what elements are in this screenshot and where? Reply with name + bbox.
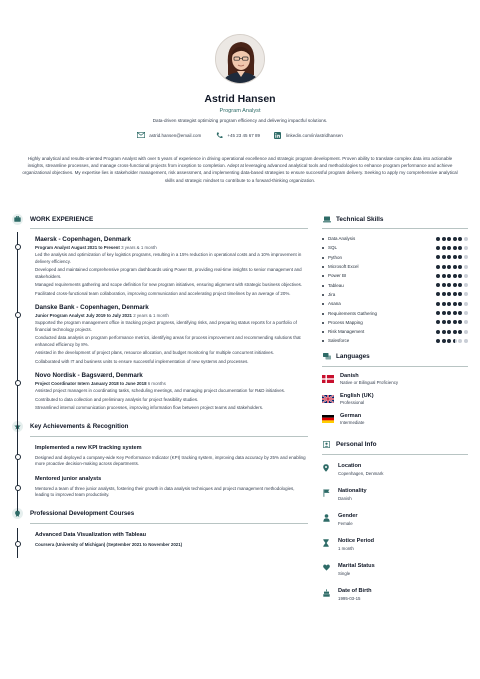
personal-info-title: Personal Info xyxy=(336,441,377,449)
job-position-dates: Program Analyst August 2021 to Present xyxy=(35,245,120,250)
rating-dot xyxy=(442,320,446,324)
left-column xyxy=(12,213,308,547)
job-company: Danske Bank - Copenhagen, Denmark xyxy=(35,304,149,311)
skill-rating xyxy=(436,292,468,296)
section-divider xyxy=(30,436,308,437)
languages-title: Languages xyxy=(336,353,370,361)
achievement-title: Implemented a new KPI tracking system xyxy=(35,444,142,451)
personal-info-label: Gender xyxy=(338,512,358,519)
skill-rating xyxy=(436,330,468,334)
rating-dot xyxy=(458,265,462,269)
achievement-text: Mentored a team of three junior analysts, fostering their growth in data analysis techniques and project management methodologies, leading to improved team productivity. xyxy=(35,485,295,497)
rating-dot xyxy=(436,292,440,296)
personal-info-item xyxy=(322,563,468,580)
rating-dot xyxy=(453,246,457,250)
language-item xyxy=(322,371,468,387)
job-entry xyxy=(12,372,308,412)
rating-dot xyxy=(436,339,440,343)
section-divider xyxy=(30,228,308,229)
germany-flag-icon xyxy=(322,415,334,423)
job-meta xyxy=(35,313,308,318)
rating-dot xyxy=(447,302,451,306)
rating-dot xyxy=(436,302,440,306)
skill-name: Jira xyxy=(328,291,336,297)
rating-dot xyxy=(464,255,468,259)
rating-dot xyxy=(453,311,457,315)
rating-dot xyxy=(458,302,462,306)
linkedin-text: linkedin.com/in/astridhansen xyxy=(285,132,343,138)
rating-dot xyxy=(447,339,451,343)
rating-dot xyxy=(436,265,440,269)
personal-info-value: 1 month xyxy=(338,545,354,551)
rating-dot xyxy=(464,330,468,334)
personal-info-item xyxy=(322,488,468,505)
section-divider xyxy=(322,454,468,455)
rating-dot xyxy=(442,246,446,250)
rating-dot xyxy=(458,237,462,241)
job-entry xyxy=(12,236,308,297)
skill-name: Microsoft Excel xyxy=(328,264,359,270)
personal-info-heading xyxy=(322,439,468,451)
rating-dot xyxy=(464,339,468,343)
heart-icon xyxy=(322,563,330,572)
personal-info-item xyxy=(322,463,468,480)
skill-name: Data Analysis xyxy=(328,236,356,242)
skill-row xyxy=(322,299,468,308)
courses-list xyxy=(12,532,308,547)
language-level: Intermediate xyxy=(340,419,365,425)
skill-name: Process Mapping xyxy=(328,319,363,325)
job-position-dates: Junior Program Analyst July 2019 to July 2021 xyxy=(35,313,132,318)
timeline-dot xyxy=(15,312,21,318)
right-column xyxy=(322,213,468,605)
rating-dot xyxy=(453,320,457,324)
rating-dot xyxy=(453,292,457,296)
achievement-entry xyxy=(12,445,308,468)
rating-dot xyxy=(442,255,446,259)
rating-dot xyxy=(453,265,457,269)
skill-row xyxy=(322,253,468,262)
rating-dot xyxy=(458,292,462,296)
skill-row xyxy=(322,234,468,243)
skill-row xyxy=(322,327,468,336)
skill-row xyxy=(322,271,468,280)
skill-name: Salesforce xyxy=(328,338,350,344)
skill-rating xyxy=(436,311,468,315)
rating-dot xyxy=(458,255,462,259)
skill-rating xyxy=(436,320,468,324)
rating-dot xyxy=(447,274,451,278)
rating-dot xyxy=(436,237,440,241)
contact-bar xyxy=(0,131,480,139)
rating-dot xyxy=(447,237,451,241)
skill-row xyxy=(322,336,468,345)
course-entry xyxy=(12,532,308,547)
section-divider xyxy=(322,228,468,229)
rating-dot xyxy=(436,255,440,259)
rating-dot xyxy=(442,283,446,287)
briefcase-icon xyxy=(12,214,23,225)
rating-dot xyxy=(442,237,446,241)
timeline-dot xyxy=(15,454,21,460)
language-name: Danish xyxy=(340,372,359,379)
skill-row xyxy=(322,318,468,327)
section-divider xyxy=(322,366,468,367)
rating-dot xyxy=(436,274,440,278)
rating-dot xyxy=(458,246,462,250)
candidate-role: Program Analyst xyxy=(219,108,261,114)
flag-icon xyxy=(322,488,330,497)
contact-email[interactable] xyxy=(137,131,201,139)
skill-name: Requirements Gathering xyxy=(328,310,378,316)
rating-dot xyxy=(464,265,468,269)
rating-dot xyxy=(447,265,451,269)
rating-dot xyxy=(447,246,451,250)
achievements-title: Key Achievements & Recognition xyxy=(30,423,129,430)
rating-dot xyxy=(464,320,468,324)
language-item xyxy=(322,411,468,427)
job-entry xyxy=(12,304,308,365)
email-text: astrid.hansen@email.com xyxy=(149,132,202,138)
job-duration: 2 years & 1 month xyxy=(133,313,169,318)
job-duration: 6 months xyxy=(147,381,166,386)
job-bullet: Contributed to data collection and preliminary analysis for project feasibility studies. xyxy=(35,396,199,402)
profile-summary: Highly analytical and results-oriented Program Analyst with over 5 years of experience in driving operational excellence and strategic program development. Proven ability to translate complex data into actionable insights, streamline processes, and manage cross-functional projects from inception to completion. Adept at leveraging advanced analytical tools and methodologies to enhance program performance and achieve organizational objectives. My expertise lies in stakeholder management, risk assessment, and implementing data-based strategies to ensure successful program delivery. Seeking to apply my comprehensive analytical skills and strategic mindset to contribute to a forward-thinking organization. xyxy=(22,156,458,183)
rating-dot xyxy=(453,302,457,306)
laptop-icon xyxy=(322,216,331,223)
rating-dot xyxy=(453,330,457,334)
job-company: Maersk - Copenhagen, Denmark xyxy=(35,236,131,243)
rating-dot xyxy=(442,265,446,269)
rating-dot xyxy=(436,330,440,334)
achievement-title: Mentored junior analysts xyxy=(35,475,102,482)
phone-icon xyxy=(215,131,223,139)
language-name: German xyxy=(340,412,362,419)
hourglass-icon xyxy=(322,538,330,547)
language-item xyxy=(322,391,468,407)
rating-dot xyxy=(447,283,451,287)
rating-dot xyxy=(458,283,462,287)
personal-info-item xyxy=(322,513,468,530)
skills-heading xyxy=(322,213,468,225)
courses-title: Professional Development Courses xyxy=(30,510,135,517)
job-bullet: Developed and maintained comprehensive program dashboards using Power BI, providing real-time insights to senior management and stakeholders. xyxy=(35,267,302,279)
skill-rating xyxy=(436,302,468,306)
skill-rating xyxy=(436,237,468,241)
language-name: English (UK) xyxy=(340,392,374,399)
skill-rating xyxy=(436,255,468,259)
personal-info-label: Notice Period xyxy=(338,537,375,544)
personal-info-label: Nationality xyxy=(338,487,367,494)
job-bullet: Collaborated with IT and business units to ensure successful implementation of new systems and processes. xyxy=(35,358,249,364)
personal-info-label: Date of Birth xyxy=(338,587,372,594)
skill-row xyxy=(322,262,468,271)
personal-info-item xyxy=(322,538,468,555)
candidate-tagline: Data-driven strategist optimizing program efficiency and delivering impactful solutions. xyxy=(152,118,328,123)
skill-rating xyxy=(436,339,468,343)
skill-name: Risk Management xyxy=(328,329,365,335)
rating-dot xyxy=(447,330,451,334)
job-bullet: Conducted data analysis on program performance metrics, identifying areas for process improvement and recommending solutions that enhanced efficiency by 8%. xyxy=(35,335,301,347)
rating-dot xyxy=(442,302,446,306)
rating-dot xyxy=(453,237,457,241)
rating-dot xyxy=(436,246,440,250)
job-bullet: Facilitated cross-functional team collaboration, improving communication and accelerating project timelines by an average of 20%. xyxy=(35,290,291,296)
skill-row xyxy=(322,280,468,289)
personal-info-value: Single xyxy=(338,570,351,576)
denmark-flag-icon xyxy=(322,375,334,383)
rating-dot xyxy=(442,311,446,315)
rating-dot xyxy=(464,246,468,250)
job-position-dates: Project Coordinator Intern January 2018 to June 2018 xyxy=(35,381,147,386)
skill-name: Power BI xyxy=(328,273,347,279)
job-company: Novo Nordisk - Bagsværd, Denmark xyxy=(35,372,143,379)
job-meta xyxy=(35,381,308,386)
personal-info-item xyxy=(322,588,468,605)
section-divider xyxy=(30,523,308,524)
personal-info-label: Location xyxy=(338,462,362,469)
achievements-heading xyxy=(12,421,308,433)
rating-dot xyxy=(442,274,446,278)
rating-dot xyxy=(436,320,440,324)
rating-dot xyxy=(447,292,451,296)
rating-dot xyxy=(464,311,468,315)
experience-timeline xyxy=(12,236,308,412)
rating-dot xyxy=(453,283,457,287)
rating-dot xyxy=(447,255,451,259)
cake-icon xyxy=(322,588,330,597)
job-bullet: Managed requirements gathering and scope definition for new program initiatives, ensuring alignment with strategic business objectives. xyxy=(35,282,303,287)
job-bullet: Supported the program management office in tracking project progress, identifying risks, and preparing status reports for a portfolio of financial technology projects. xyxy=(35,320,297,332)
timeline-dot xyxy=(15,541,21,547)
resume-header xyxy=(0,34,480,139)
skill-row xyxy=(322,290,468,299)
skill-row xyxy=(322,243,468,252)
rating-dot xyxy=(436,283,440,287)
skill-rating xyxy=(436,274,468,278)
candidate-name: Astrid Hansen xyxy=(204,93,276,105)
personal-info-value: Danish xyxy=(338,495,352,501)
rating-dot xyxy=(442,330,446,334)
rating-dot xyxy=(458,274,462,278)
language-icon xyxy=(322,353,331,360)
rating-dot xyxy=(442,339,446,343)
achievement-text: Designed and deployed a company-wide Key Performance Indicator (KPI) tracking system, improving data accuracy by 25% and enabling more proactive decision-making across departments. xyxy=(35,454,306,466)
rating-dot xyxy=(464,302,468,306)
skills-list xyxy=(322,234,468,346)
timeline-dot xyxy=(15,380,21,386)
email-icon xyxy=(137,131,145,139)
rating-dot xyxy=(447,311,451,315)
achievements-list xyxy=(12,445,308,499)
achievement-entry xyxy=(12,476,308,499)
rating-dot xyxy=(453,255,457,259)
skill-rating xyxy=(436,246,468,250)
personal-info-value: Copenhagen, Denmark xyxy=(338,470,384,476)
skill-rating xyxy=(436,283,468,287)
rating-dot xyxy=(442,292,446,296)
rating-dot xyxy=(453,339,457,343)
work-experience-title: WORK EXPERIENCE xyxy=(30,215,94,223)
id-card-icon xyxy=(322,441,331,448)
contact-linkedin[interactable] xyxy=(274,131,343,139)
rating-dot xyxy=(436,311,440,315)
personal-info-label: Marital Status xyxy=(338,562,375,569)
rating-dot xyxy=(447,320,451,324)
job-bullet: Led the analysis and optimization of key logistics programs, resulting in a 15% reduction in operational costs and a 10% improvement in delivery efficiency. xyxy=(35,252,302,264)
skill-rating xyxy=(436,265,468,269)
profile-photo xyxy=(215,34,265,84)
timeline-dot xyxy=(15,485,21,491)
job-duration: 3 years & 1 month xyxy=(121,245,157,250)
location-pin-icon xyxy=(322,463,330,472)
person-icon xyxy=(322,513,330,522)
rating-dot xyxy=(458,330,462,334)
rating-dot xyxy=(464,283,468,287)
course-meta: Coursera (University of Michigan) (September 2021 to November 2021) xyxy=(35,541,183,547)
rating-dot xyxy=(464,237,468,241)
rating-dot xyxy=(453,274,457,278)
job-bullet: Streamlined internal communication processes, improving information flow between project teams and stakeholders. xyxy=(35,405,264,410)
skill-name: Python xyxy=(328,254,343,260)
rating-dot xyxy=(464,292,468,296)
course-title: Advanced Data Visualization with Tableau xyxy=(35,531,147,538)
personal-info-value: 1995-03-15 xyxy=(338,595,361,601)
job-meta xyxy=(35,245,308,250)
language-level: Native or Bilingual Proficiency xyxy=(340,379,399,385)
personal-info-value: Female xyxy=(338,520,353,526)
work-experience-heading xyxy=(12,213,308,225)
contact-phone[interactable] xyxy=(215,131,260,139)
skill-name: Tableau xyxy=(328,282,344,288)
rating-dot xyxy=(458,339,462,343)
skill-name: SQL xyxy=(328,245,338,251)
language-level: Professional xyxy=(340,399,365,405)
uk-flag-icon xyxy=(322,395,334,403)
rating-dot xyxy=(458,311,462,315)
skill-name: Asana xyxy=(328,301,341,307)
rating-dot xyxy=(464,274,468,278)
phone-text: +45 23 45 67 89 xyxy=(227,132,260,138)
linkedin-icon xyxy=(274,131,282,139)
skill-row xyxy=(322,308,468,317)
timeline-dot xyxy=(15,244,21,250)
languages-heading xyxy=(322,351,468,363)
courses-heading xyxy=(12,508,308,520)
job-bullet: Assisted in the development of project plans, resource allocation, and budget monitoring for multiple concurrent initiatives. xyxy=(35,350,275,355)
rating-dot xyxy=(458,320,462,324)
skills-title: Technical Skills xyxy=(336,215,384,223)
job-bullet: Assisted project managers in coordinating tasks, scheduling meetings, and managing project documentation for R&D initiatives. xyxy=(35,388,286,393)
